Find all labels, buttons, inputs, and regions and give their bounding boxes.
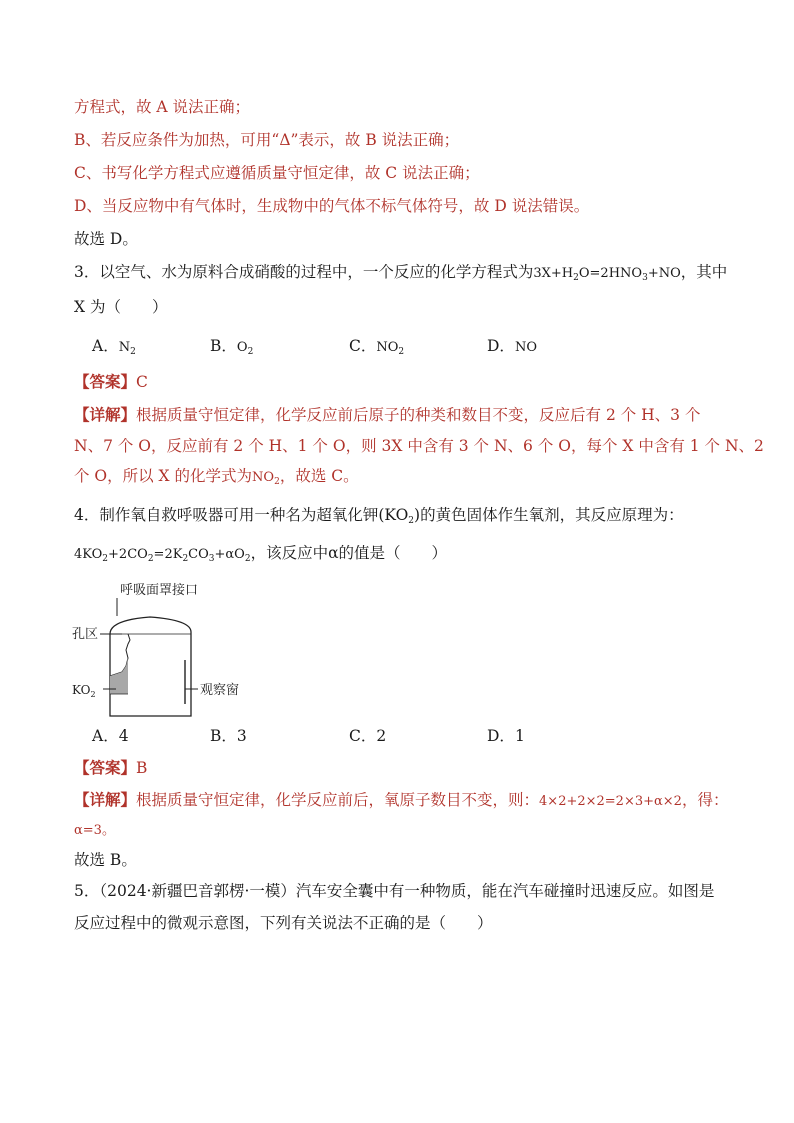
q3-stem-line-2: X 为（ ） xyxy=(74,298,168,316)
q4-eq-part: +αO xyxy=(214,547,245,562)
q4-eq-part: 4KO xyxy=(74,547,103,562)
q2-explain-line-2: B、若反应条件为加热，可用“Δ”表示，故 B 说法正确； xyxy=(74,131,460,149)
q2-final-choice: 故选 D。 xyxy=(74,230,138,248)
q4-stem-text: )的黄色固体作生氧剂，其反应原理为： xyxy=(414,506,684,524)
q4-detail-line-2: α=3。 xyxy=(74,823,115,838)
option-letter: D． xyxy=(487,727,515,745)
option-letter: B． xyxy=(210,727,237,745)
detail-text: 个 O，所以 X 的化学式为 xyxy=(74,467,253,485)
q4-final-choice: 故选 B。 xyxy=(74,851,137,869)
q3-eq-sub: 2 xyxy=(573,273,579,283)
option-formula-sub: 2 xyxy=(398,347,405,357)
q3-option-d[interactable] xyxy=(487,335,537,359)
answer-tag: 【答案】 xyxy=(74,372,137,391)
option-formula-sub: 2 xyxy=(130,347,136,357)
q3-stem-text: 3．以空气、水为原料合成硝酸的过程中，一个反应的化学方程式为 xyxy=(74,263,534,281)
option-letter: B． xyxy=(210,337,237,355)
option-letter: C． xyxy=(349,727,377,745)
q4-stem-line-2 xyxy=(74,542,447,566)
option-letter: A． xyxy=(92,337,119,355)
q4-option-c[interactable] xyxy=(349,725,386,747)
q2-explain-line-1: 方程式，故 A 说法正确； xyxy=(74,98,251,116)
q4-eq-sub: 2 xyxy=(147,554,154,564)
option-value: 2 xyxy=(376,727,387,745)
q4-option-d[interactable] xyxy=(487,725,525,747)
answer-value: C xyxy=(136,373,148,391)
detail-text: ，故选 C。 xyxy=(279,467,359,485)
q3-option-c[interactable] xyxy=(349,335,404,359)
answer-tag: 【答案】 xyxy=(74,758,137,777)
figure-label-mask-port: 呼吸面罩接口 xyxy=(120,583,199,598)
q3-detail-line-2: N、7 个 O，反应前有 2 个 H、1 个 O，则 3X 中含有 3 个 N、6 个 O，每个 X 中含有 1 个 N、2 xyxy=(74,437,764,455)
q4-eq-sub: 2 xyxy=(102,554,109,564)
figure-label-window: 观察窗 xyxy=(200,683,240,698)
answer-value: B xyxy=(136,759,148,777)
q4-stem-line-1 xyxy=(74,504,684,526)
breathing-apparatus-figure xyxy=(70,576,270,722)
q2-explain-line-3: C、书写化学方程式应遵循质量守恒定律，故 C 说法正确； xyxy=(74,164,480,182)
q4-option-b[interactable] xyxy=(210,725,247,747)
detail-tag: 【详解】 xyxy=(74,405,137,424)
option-formula: NO xyxy=(376,340,399,355)
figure-label-ko2 xyxy=(72,683,96,699)
option-formula-sub: 2 xyxy=(247,347,254,357)
q4-option-a[interactable] xyxy=(92,725,129,747)
q3-stem-line-1 xyxy=(74,261,727,285)
q5-stem-line-1: 5．（2024·新疆巴音郭楞·一模）汽车安全囊中有一种物质，能在汽车碰撞时迅速反应。如图是 xyxy=(74,882,715,900)
figure-label-ko2-main: KO xyxy=(72,683,91,697)
q2-explain-line-4: D、当反应物中有气体时，生成物中的气体不标气体符号，故 D 说法错误。 xyxy=(74,197,590,215)
option-letter: D． xyxy=(487,337,515,355)
option-letter: C． xyxy=(349,337,377,355)
detail-text: ，得： xyxy=(681,791,729,809)
detail-text: 根据质量守恒定律，化学反应前后，氧原子数目不变，则： xyxy=(136,791,540,809)
q3-detail-line-3 xyxy=(74,465,359,489)
q3-option-a[interactable] xyxy=(92,335,136,359)
detail-formula: NO xyxy=(252,470,275,485)
option-value: 3 xyxy=(236,727,247,745)
q3-detail-line-1 xyxy=(74,404,700,426)
option-value: 1 xyxy=(514,727,525,745)
q4-stem-text: 4．制作氧自救呼吸器可用一种名为超氧化钾(KO xyxy=(74,506,409,524)
q3-eq-part: O=2HNO xyxy=(578,266,643,281)
option-formula: NO xyxy=(514,340,537,355)
option-value: 4 xyxy=(118,727,129,745)
q4-eq-sub: 3 xyxy=(208,554,215,564)
detail-tag: 【详解】 xyxy=(74,790,137,809)
detail-formula-sub: 2 xyxy=(274,477,280,487)
q3-answer xyxy=(74,371,148,393)
detail-text: 根据质量守恒定律，化学反应前后原子的种类和数目不变，反应后有 2 个 H、3 个 xyxy=(136,406,701,424)
q4-eq-sub: 2 xyxy=(244,554,251,564)
q4-equation xyxy=(74,547,251,562)
figure-label-hole-zone: 孔区 xyxy=(72,627,99,642)
q3-equation xyxy=(533,266,680,281)
q4-stem-sub: 2 xyxy=(408,516,415,526)
q4-eq-part: CO xyxy=(188,547,209,562)
figure-label-ko2-sub: 2 xyxy=(90,690,96,699)
q4-answer xyxy=(74,757,147,779)
canister-dome xyxy=(110,617,191,634)
q5-stem-line-2: 反应过程中的微观示意图，下列有关说法不正确的是（ ） xyxy=(74,914,493,932)
q4-detail-line-1 xyxy=(74,789,728,813)
q4-eq-sub: 2 xyxy=(182,554,189,564)
detail-formula: 4×2+2×2=2×3+α×2 xyxy=(539,794,682,809)
q4-eq-part: +2CO xyxy=(108,547,148,562)
q3-eq-sub: 3 xyxy=(642,273,648,283)
q4-stem-text: ，该反应中α的值是（ ） xyxy=(250,544,448,562)
q3-stem-tail: ，其中 xyxy=(680,263,728,281)
option-formula: N xyxy=(118,340,131,355)
option-formula: O xyxy=(236,340,248,355)
q3-option-b[interactable] xyxy=(210,335,253,359)
q3-eq-part: +NO xyxy=(647,266,681,281)
q4-eq-part: =2K xyxy=(153,547,183,562)
q3-eq-part: 3X+H xyxy=(533,266,574,281)
option-letter: A． xyxy=(92,727,119,745)
